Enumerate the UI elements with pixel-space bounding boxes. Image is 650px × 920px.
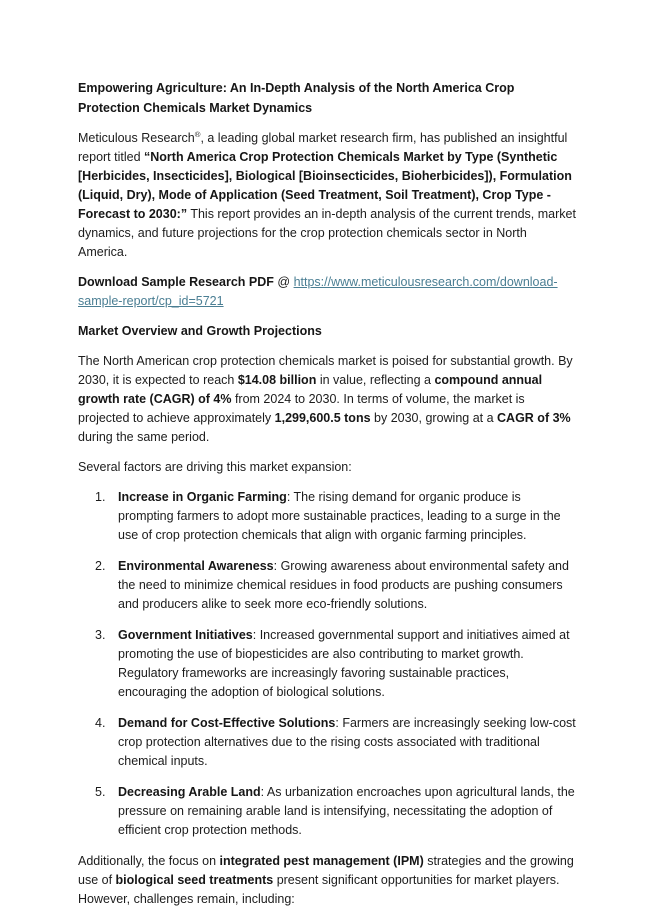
emphasis-text: compound annual growth rate (CAGR) of 4%	[78, 373, 543, 406]
body-text: by 2030, growing at a	[370, 411, 498, 425]
driver-number: 4.	[95, 716, 106, 730]
body-text: The North American crop protection chemicals market is poised for substantial growth. By 2030, it is expected to reach	[78, 354, 573, 387]
driver-list-item	[78, 557, 576, 614]
closing-paragraph	[78, 852, 576, 909]
download-label: Download Sample Research PDF	[78, 275, 274, 289]
driver-body: : Increased governmental support and initiatives aimed at promoting the use of biopesticides are also contributing to market growth. Regulatory frameworks are increasingly favoring sustainable practices, encouraging the adoption of biological solutions.	[118, 628, 570, 699]
emphasis-text: biological seed treatments	[115, 873, 274, 887]
driver-title: Decreasing Arable Land	[118, 785, 261, 799]
body-text: Meticulous Research	[78, 131, 195, 145]
driver-list-item	[78, 783, 576, 840]
driver-body: : As urbanization encroaches upon agricultural lands, the pressure on remaining arable land is intensifying, necessitating the adoption of efficient crop protection methods.	[118, 785, 575, 837]
body-text: , a leading global market research firm, has published an insightful report titled	[78, 131, 568, 164]
section-heading-market-overview: Market Overview and Growth Projections	[78, 324, 322, 338]
body-text: This report provides an in-depth analysis of the current trends, market dynamics, and future projections for the crop protection chemicals sector in North America.	[78, 207, 576, 259]
driver-number: 3.	[95, 628, 106, 642]
driver-body: : Growing awareness about environmental safety and the need to minimize chemical residues in food products are pushing consumers and producers alike to seek more eco-friendly solutions.	[118, 559, 569, 611]
driver-number: 5.	[95, 785, 106, 799]
body-text: during the same period.	[78, 430, 210, 444]
body-text: from 2024 to 2030. In terms of volume, the market is projected to achieve approximately	[78, 392, 525, 425]
download-sample-link[interactable]: https://www.meticulousresearch.com/download-sample-report/cp_id=5721	[78, 275, 558, 308]
driver-title: Demand for Cost-Effective Solutions	[118, 716, 336, 730]
body-text: present significant opportunities for market players. However, challenges remain, including:	[78, 873, 560, 906]
body-text: strategies and the growing use of	[78, 854, 574, 887]
article-title: Empowering Agriculture: An In-Depth Analysis of the North America Crop Protection Chemicals Market Dynamics	[78, 81, 515, 115]
driver-list-item	[78, 626, 576, 702]
driver-text	[118, 626, 576, 702]
download-at-symbol: @	[277, 275, 291, 289]
driver-title: Environmental Awareness	[118, 559, 274, 573]
emphasis-text: $14.08 billion	[237, 373, 317, 387]
driver-title: Increase in Organic Farming	[118, 490, 287, 504]
driver-text	[118, 783, 576, 840]
download-line	[78, 273, 576, 311]
emphasis-text: CAGR of 3%	[497, 411, 571, 425]
emphasis-text: “North America Crop Protection Chemicals Market by Type (Synthetic [Herbicides, Insecticides], Biological [Bioinsecticides, Bioherbicides]), Formulation (Liquid, Dry), Mode of Application (Seed Treatment, Soil Treatment), Crop Type - Forecast to 2030:”	[78, 150, 572, 221]
body-text: in value, reflecting a	[316, 373, 435, 387]
body-text: Additionally, the focus on	[78, 854, 220, 868]
driver-number: 1.	[95, 490, 106, 504]
market-overview-paragraph	[78, 352, 576, 447]
driver-title: Government Initiatives	[118, 628, 253, 642]
market-drivers-list	[78, 488, 576, 840]
driver-list-item	[78, 488, 576, 545]
driver-text	[118, 488, 576, 545]
emphasis-text: 1,299,600.5 tons	[274, 411, 371, 425]
driver-text	[118, 557, 576, 614]
body-text: ®	[194, 129, 201, 139]
driver-number: 2.	[95, 559, 106, 573]
drivers-intro-paragraph: Several factors are driving this market expansion:	[78, 460, 352, 474]
intro-paragraph	[78, 129, 576, 262]
driver-body: : Farmers are increasingly seeking low-cost crop protection alternatives due to the rising costs associated with traditional chemical inputs.	[118, 716, 576, 768]
emphasis-text: integrated pest management (IPM)	[219, 854, 424, 868]
driver-list-item	[78, 714, 576, 771]
driver-text	[118, 714, 576, 771]
driver-body: : The rising demand for organic produce is prompting farmers to adopt more sustainable practices, leading to a surge in the use of crop protection chemicals that align with organic farming principles.	[118, 490, 561, 542]
